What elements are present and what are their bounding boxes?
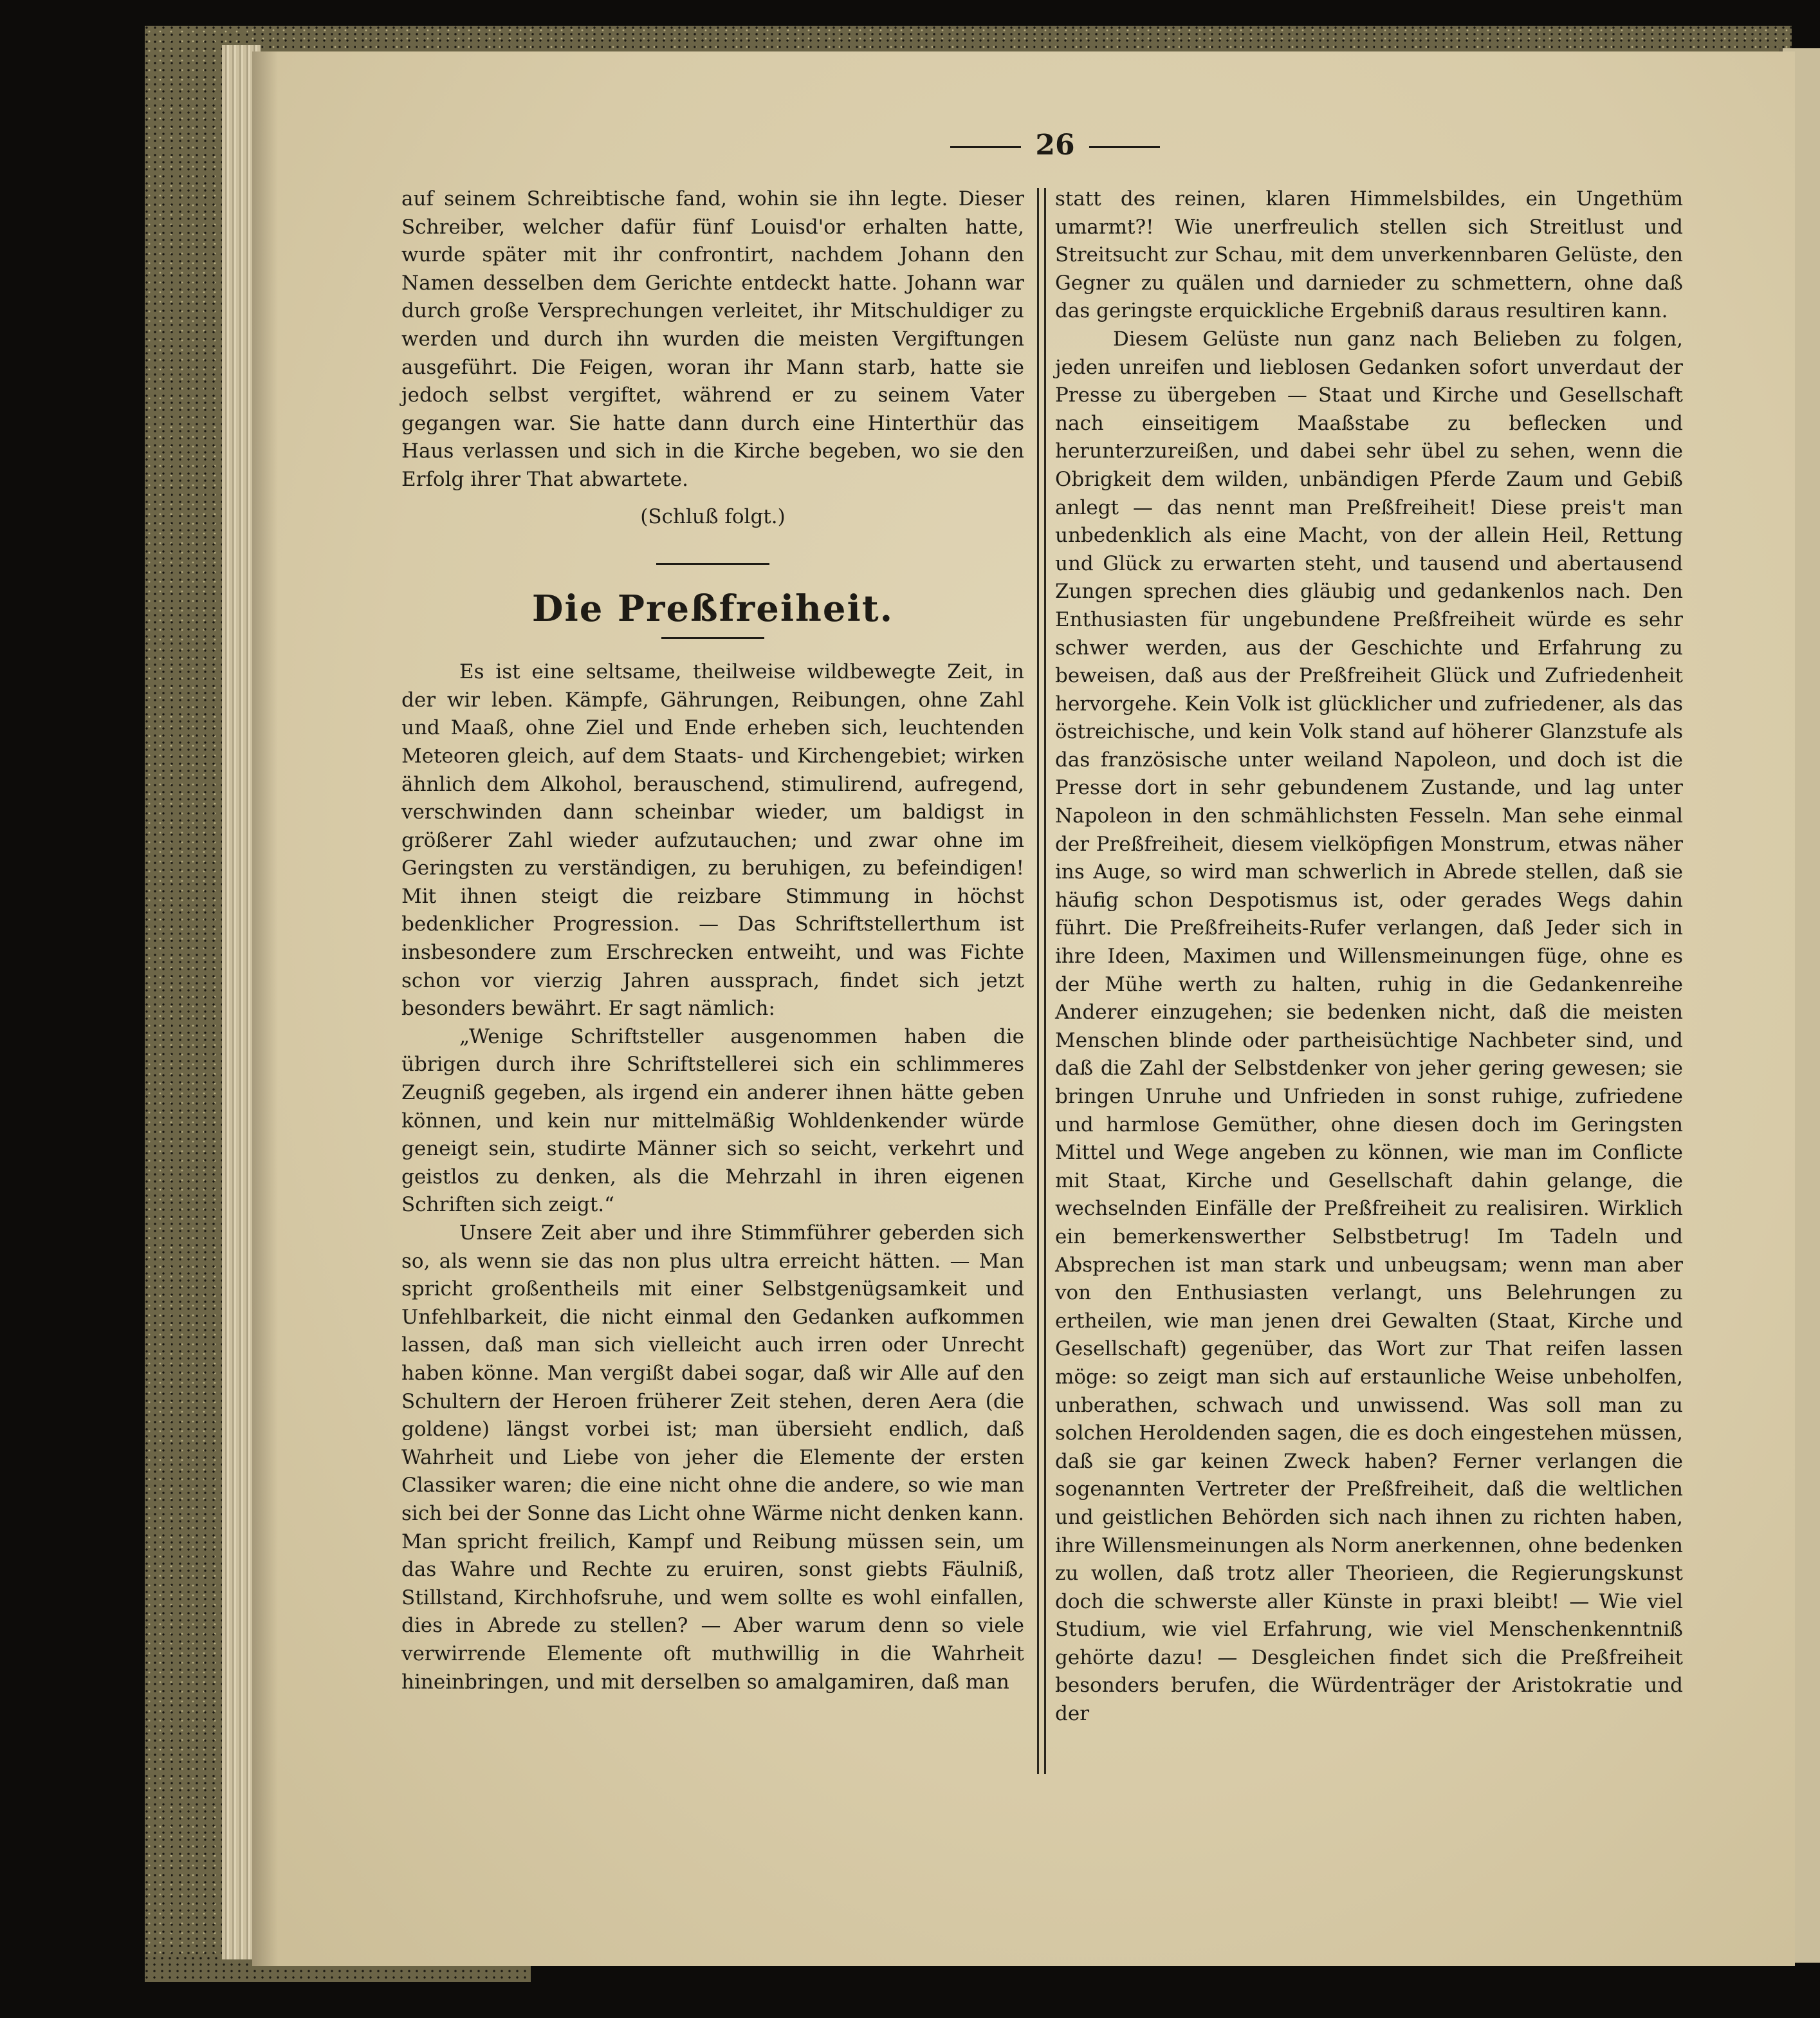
- page-number-text: 26: [1035, 129, 1075, 162]
- article-paragraph: Unsere Zeit aber und ihre Stimmführer geberden sich so, als wenn sie das non plus ultra erreicht hätten. — Man spricht großentheils mit einer Selbstgenügsamkeit und Unfehlbarkeit, die nicht einmal den Gedanken aufkommen lassen, daß man sich vielleicht auch irren oder Unrecht haben könne. Man vergißt dabei sogar, daß wir Alle auf den Schultern der Heroen früherer Zeit stehen, deren Aera (die goldene) längst vorbei ist; man übersieht endlich, daß Wahrheit und Liebe von jeher die Elemente der ersten Classiker waren; die eine nicht ohne die andere, so wie man sich bei der Sonne das Licht ohne Wärme nicht denken kann. Man spricht freilich, Kampf und Reibung müssen sein, um das Wahre und Rechte zu eruiren, sonst giebts Fäulniß, Stillstand, Kirchhofsruhe, und wem sollte es wohl einfallen, dies in Abrede zu stellen? — Aber warum denn so viele verwirrende Elemente oft muthwillig in die Wahrheit hineinbringen, und mit derselben so amalgamiren, daß man: [401, 1221, 1024, 1694]
- left-column: [401, 185, 1024, 1696]
- section-separator: [656, 563, 769, 565]
- gutter-shadow: [252, 51, 278, 1966]
- article-title: Die Preßfreiheit.: [531, 588, 894, 631]
- title-rule: [661, 637, 764, 639]
- page-number-rule-right: [1089, 146, 1160, 148]
- page-number-rule-left: [950, 146, 1021, 148]
- article-paragraph: Diesem Gelüste nun ganz nach Belieben zu folgen, jeden unreifen und lieblosen Gedanken sofort unverdaut der Presse zu übergeben — Staat und Kirche und Gesellschaft nach einseitigem Maaßstabe zu beflecken und herunterzureißen, und dabei sehr übel zu sehen, wenn die Obrigkeit dem wilden, unbändigen Pferde Zaum und Gebiß anlegt — das nennt man Preßfreiheit! Diese preis't man unbedenklich als eine Macht, von der allein Heil, Rettung und Glück zu erwarten steht, und tausend und abertausend Zungen sprechen dies gläubig und gedankenlos nach. Den Enthusiasten für ungebundene Preßfreiheit würde es sehr schwer werden, aus der Geschichte und Erfahrung zu beweisen, daß aus der Preßfreiheit Glück und Zufriedenheit hervorgehe. Kein Volk ist glücklicher und zufriedener, als das östreichische, und kein Volk stand auf höherer Glanzstufe als das französische unter weiland Napoleon, und doch ist die Presse dort in sehr gebundenem Zustande, und lag unter Napoleon in den schmählichsten Fesseln. Man sehe einmal der Preßfreiheit, diesem vielköpfigen Monstrum, etwas näher ins Auge, so wird man schwerlich in Abrede stellen, daß sie häufig schon Despotismus ist, oder gerades Wegs dahin führt. Die Preßfreiheits-Rufer verlangen, daß Jeder sich in ihre Ideen, Maximen und Willensmeinungen füge, ohne es der Mühe werth zu halten, ruhig in die Gedankenreihe Anderer einzugehen; sie bedenken nicht, daß die meisten Menschen blinde oder partheisüchtige Nachbeter sind, und daß die Zahl der Selbstdenker von jeher gering gewesen; sie bringen Unruhe und Unfrieden in sonst ruhige, zufriedene und harmlose Gemüther, ohne diesen doch im Geringsten Mittel und Wege angeben zu können, wie man im Conflicte mit Staat, Kirche und Gesellschaft dahin gelange, die wechselnden Einfälle der Preßfreiheit zu realisiren. Wirklich ein bemerkenswerther Selbstbetrug! Im Tadeln und Absprechen ist man stark und unbeugsam; wenn man aber von den Enthusiasten verlangt, uns Belehrungen zu ertheilen, wie man jenen drei Gewalten (Staat, Kirche und Gesellschaft) gegenüber, das Wort zur That reifen lassen möge: so zeigt man sich auf erstaunliche Weise unbeholfen, unberathen, schwach und unwissend. Was soll man zu solchen Heroldenden sagen, die es doch eingestehen müssen, daß sie gar keinen Zweck haben? Ferner verlangen die sogenannten Vertreter der Preßfreiheit, daß die weltlichen und geistlichen Behörden sich nach ihnen zu richten haben, ihre Willensmeinungen als Norm anerkennen, ohne bedenken zu wollen, daß trotz aller Theorieen, die Regierungskunst doch die schwerste aller Künste in praxi bleibt! — Wie viel Studium, wie viel Erfahrung, wie viel Menschenkenntniß gehörte dazu! — Desgleichen findet sich die Preßfreiheit besonders berufen, die Würdenträger der Aristokratie und der: [1055, 327, 1683, 1726]
- continued-text: auf seinem Schreibtische fand, wohin sie ihn legte. Dieser Schreiber, welcher dafür fünf Louisd'or erhalten hatte, wurde später mit ihr confrontirt, nachdem Johann den Namen desselben dem Gerichte entdeckt hatte. Johann war durch große Versprechungen verleitet, ihr Mitschuldiger zu werden und durch ihn wurden die meisten Vergiftungen ausgeführt. Die Feigen, woran ihr Mann starb, hatte sie jedoch selbst vergiftet, während er zu seinem Vater gegangen war. Sie hatte dann durch eine Hinterthür das Haus verlassen und sich in die Kirche begeben, wo sie den Erfolg ihrer That abwartete.: [401, 187, 1024, 491]
- article-paragraph: statt des reinen, klaren Himmelsbildes, ein Ungethüm umarmt?! Wie unerfreulich stellen sich Streitlust und Streitsucht zur Schau, mit dem unverkennbaren Gelüste, den Gegner zu quälen und darnieder zu schmettern, ohne daß das geringste erquickliche Ergebniß daraus resultiren kann.: [1055, 187, 1683, 323]
- column-divider: [1037, 188, 1046, 1774]
- right-column: [1055, 185, 1683, 1728]
- fichte-quote: „Wenige Schriftsteller ausgenommen haben die übrigen durch ihre Schriftstellerei sich ein schlimmeres Zeugniß gegeben, als irgend ein anderer ihnen hätte geben können, und kein nur mittelmäßig Wohldenkender würde geneigt sein, studirte Männer sich so seicht, verkehrt und geistlos zu denken, als die Mehrzahl in ihren eigenen Schriften sich zeigt.“: [401, 1024, 1024, 1217]
- article-paragraph: Es ist eine seltsame, theilweise wildbewegte Zeit, in der wir leben. Kämpfe, Gährungen, Reibungen, ohne Zahl und Maaß, ohne Ziel und Ende erheben sich, leuchtenden Meteoren gleich, auf dem Staats- und Kirchengebiet; wirken ähnlich dem Alkohol, berauschend, stimulirend, aufregend, verschwinden dann scheinbar wieder, um baldigst in größerer Zahl wieder aufzutauchen; und zwar ohne im Geringsten zu verständigen, zu beruhigen, zu befeindigen! Mit ihnen steigt die reizbare Stimmung in höchst bedenklicher Progression. — Das Schriftstellerthum ist insbesondere zum Erschrecken entweiht, und was Fichte schon vor vierzig Jahren aussprach, findet sich jetzt besonders bewährt. Er sagt nämlich:: [401, 660, 1024, 1021]
- page-number: [926, 129, 1184, 162]
- to-be-concluded: (Schluß folgt.): [640, 504, 786, 528]
